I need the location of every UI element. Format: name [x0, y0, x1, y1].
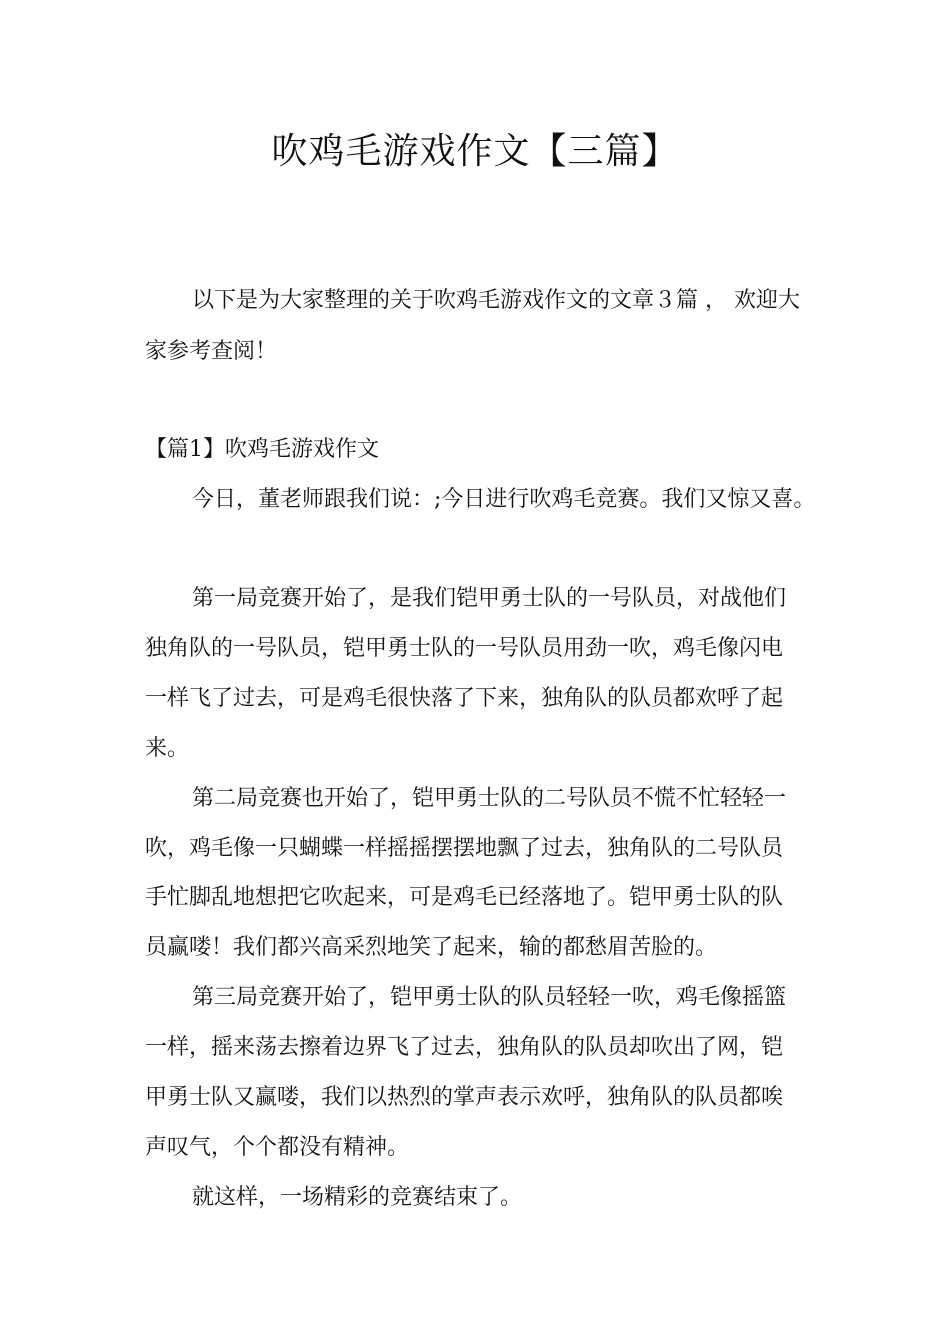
paragraph-3-line-2: 吹，鸡毛像一只蝴蝶一样摇摇摆摆地飘了过去，独角队的二号队员: [145, 836, 784, 861]
document-title: 吹鸡毛游戏作文【三篇】: [271, 131, 679, 172]
paragraph-1-line-1: 今日，董老师跟我们说：;今日进行吹鸡毛竞赛。我们又惊又喜。: [192, 487, 816, 512]
paragraph-4-line-3: 甲勇士队又赢喽，我们以热烈的掌声表示欢呼，独角队的队员都唉: [145, 1085, 784, 1110]
paragraph-2-line-1: 第一局竞赛开始了，是我们铠甲勇士队的一号队员，对战他们: [192, 586, 787, 611]
paragraph-2-line-3: 一样飞了过去，可是鸡毛很快落了下来，独角队的队员都欢呼了起: [145, 686, 784, 711]
paragraph-2-line-4: 来。: [145, 736, 190, 761]
intro-line-1: 以下是为大家整理的关于吹鸡毛游戏作文的文章３篇 ， 欢迎大: [192, 288, 800, 313]
intro-line-2: 家参考查阅！: [145, 339, 278, 364]
paragraph-4-line-2: 一样，摇来荡去擦着边界飞了过去，独角队的队员却吹出了网，铠: [145, 1035, 784, 1060]
paragraph-5-line-1: 就这样，一场精彩的竞赛结束了。: [192, 1185, 523, 1210]
paragraph-3-line-4: 员赢喽！我们都兴高采烈地笑了起来，输的都愁眉苦脸的。: [145, 935, 718, 960]
paragraph-3-line-3: 手忙脚乱地想把它吹起来，可是鸡毛已经落地了。铠甲勇士队的队: [145, 885, 784, 910]
paragraph-4-line-4: 声叹气，个个都没有精神。: [145, 1135, 410, 1160]
paragraph-4-line-1: 第三局竞赛开始了，铠甲勇士队的队员轻轻一吹，鸡毛像摇篮: [192, 985, 787, 1010]
section-heading: 【篇1】吹鸡毛游戏作文: [145, 437, 379, 462]
paragraph-2-line-2: 独角队的一号队员，铠甲勇士队的一号队员用劲一吹，鸡毛像闪电: [145, 636, 784, 661]
paragraph-3-line-1: 第二局竞赛也开始了，铠甲勇士队的二号队员不慌不忙轻轻一: [192, 786, 787, 811]
